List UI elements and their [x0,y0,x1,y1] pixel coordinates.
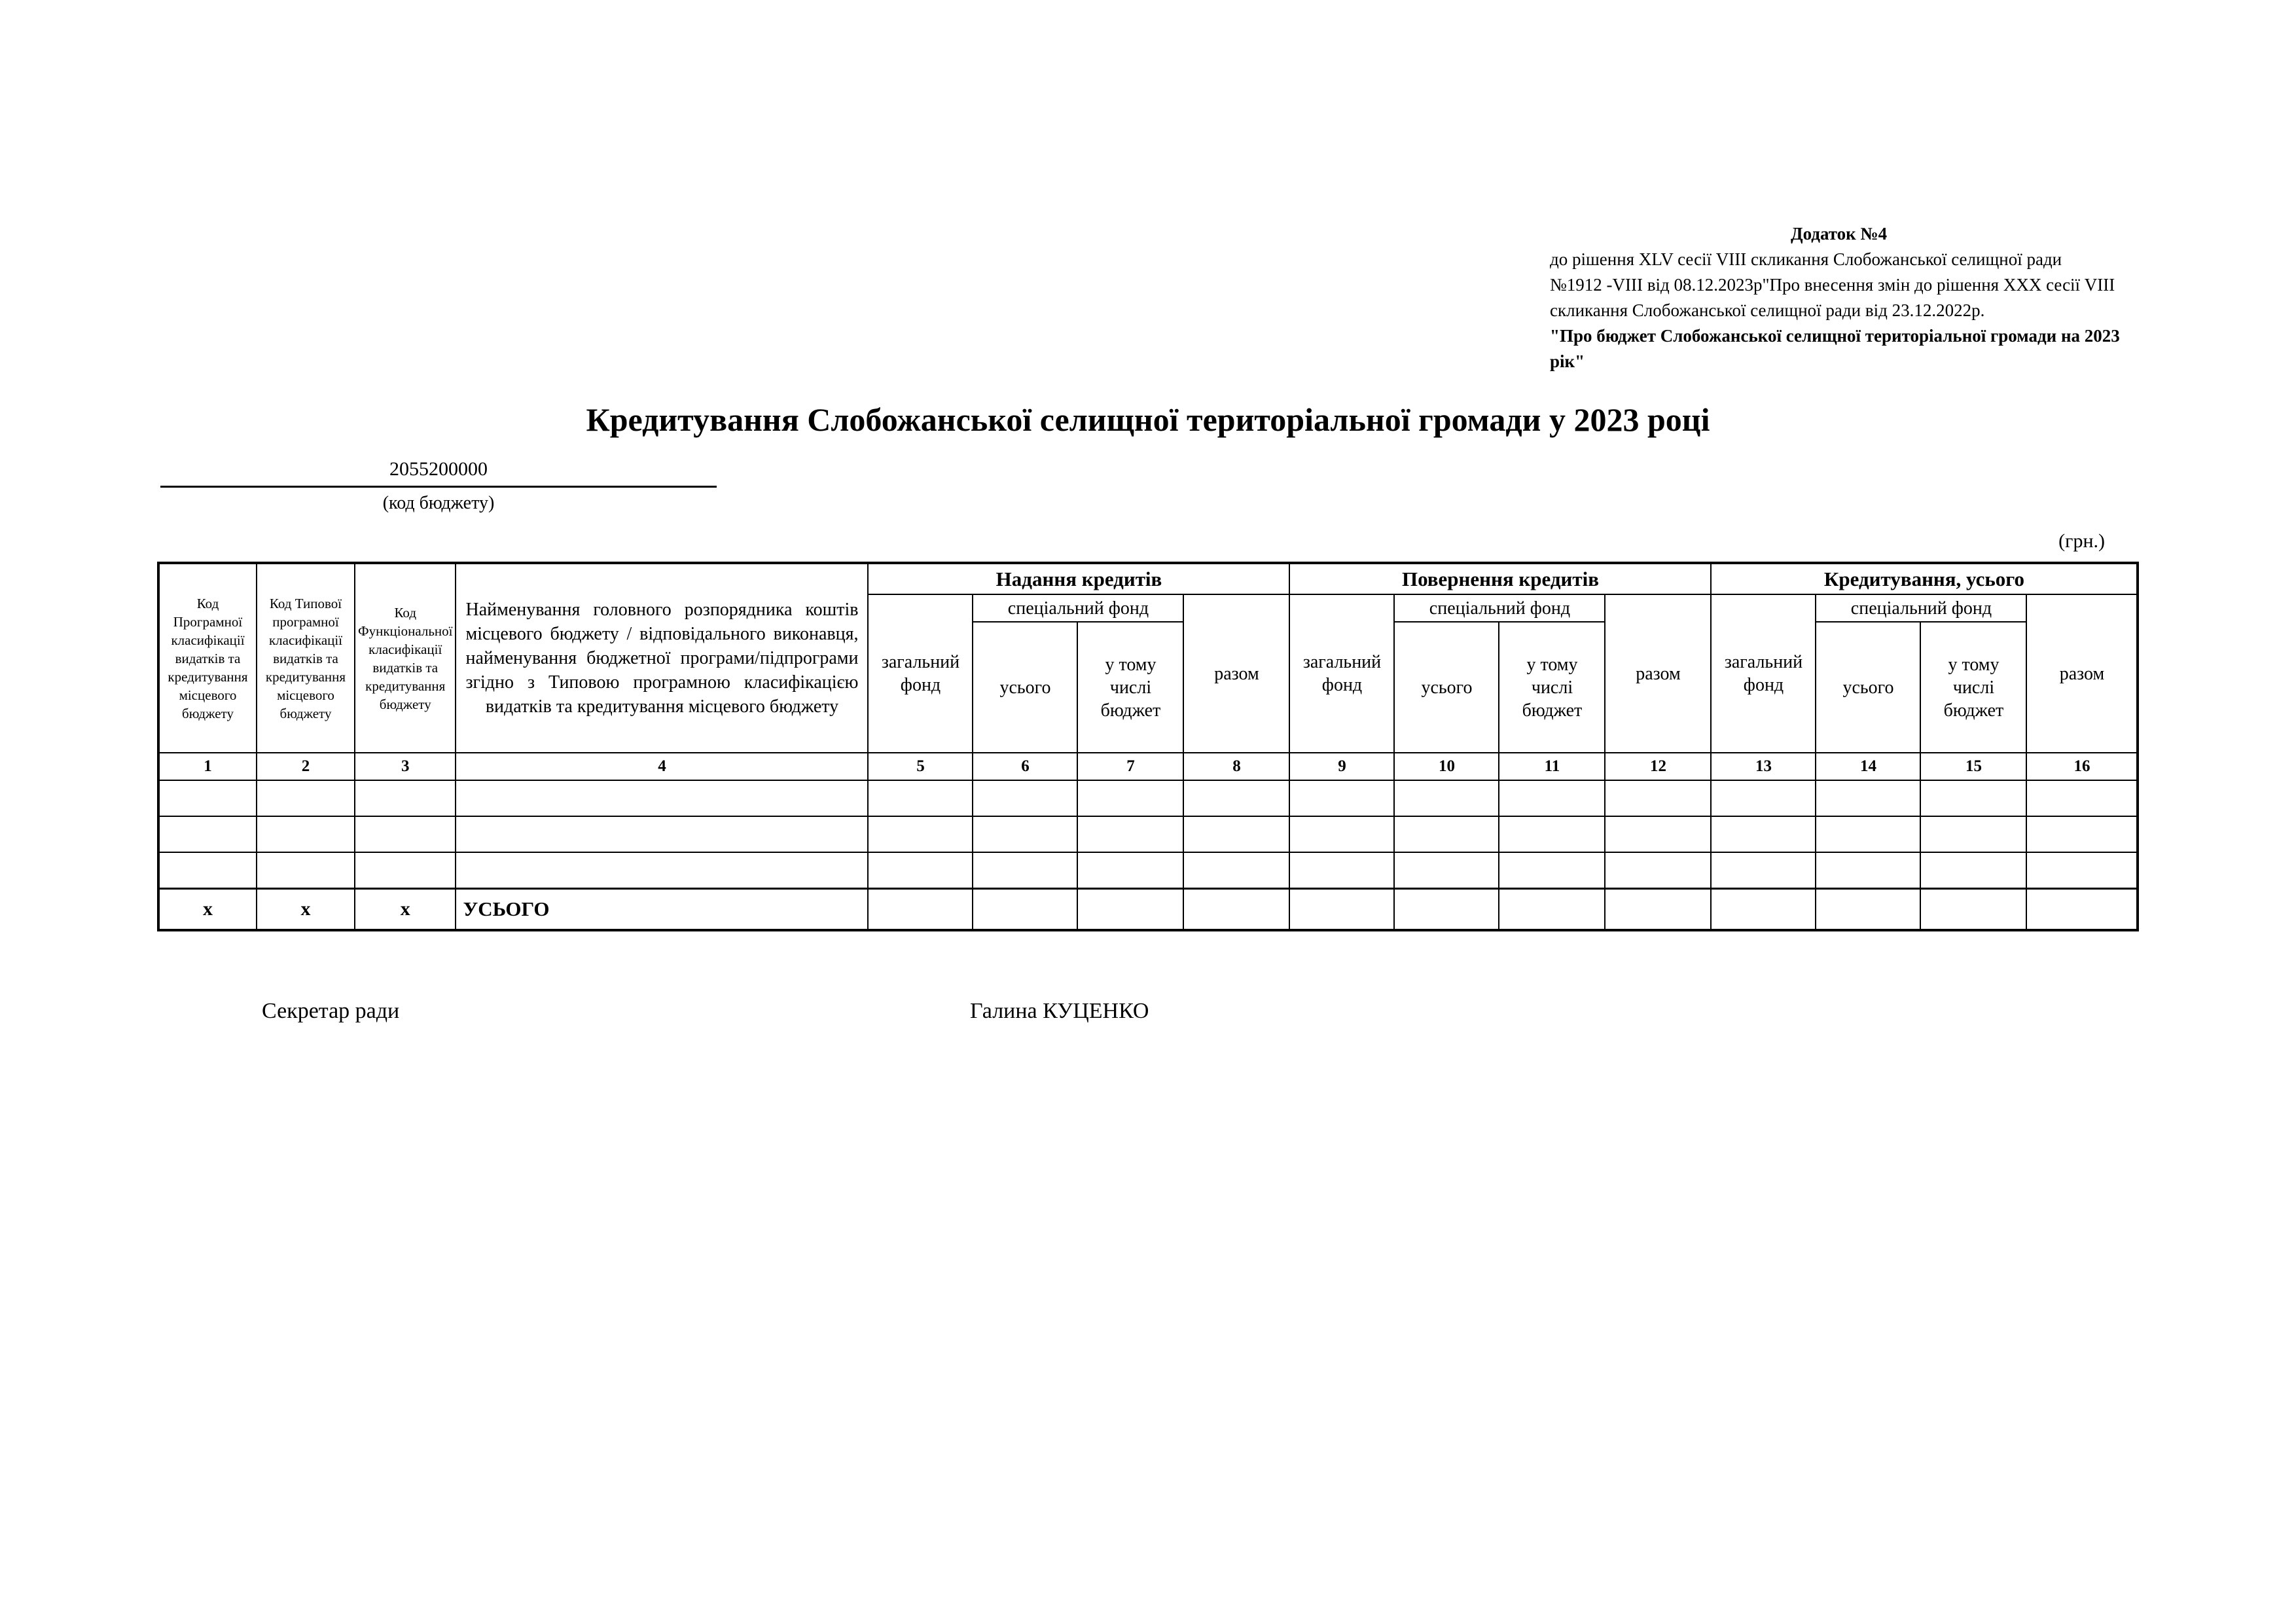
currency-note: (грн.) [2058,530,2105,552]
appendix-block [1550,221,2159,374]
col-number: 14 [1816,753,1920,780]
header-program-code: Код Програмної класифікації видатків та кредитування місцевого бюджету [158,563,257,753]
empty-cell [868,816,973,852]
signature-name: Галина КУЦЕНКО [970,999,1149,1023]
col-total: усього [973,622,1077,753]
col-number: 11 [1499,753,1605,780]
empty-cell [1499,852,1605,888]
empty-cell [1289,780,1394,816]
col-including-budget: у тому числі бюджет [1499,622,1605,753]
col-number: 2 [257,753,355,780]
empty-cell [1499,780,1605,816]
empty-cell [1816,780,1920,816]
empty-cell [1499,816,1605,852]
col-total: усього [1816,622,1920,753]
col-including-budget: у тому числі бюджет [1077,622,1183,753]
empty-cell [1605,852,1711,888]
empty-cell [868,888,973,930]
col-number: 9 [1289,753,1394,780]
empty-cell [1711,888,1816,930]
empty-cell [1077,888,1183,930]
col-number: 12 [1605,753,1711,780]
empty-cell [1816,852,1920,888]
col-number: 15 [1920,753,2026,780]
empty-cell [1077,852,1183,888]
empty-cell [158,780,257,816]
col-general-fund: загальний фонд [1289,594,1394,753]
header-functional-code: Код Функціональної класифікації видатків та кредитування бюджету [355,563,456,753]
empty-cell [868,852,973,888]
empty-cell [1605,816,1711,852]
page-title: Кредитування Слобожанської селищної територіальної громади у 2023 році [586,401,1710,438]
col-special-fund: спеціальний фонд [973,594,1183,622]
empty-cell [1289,852,1394,888]
empty-cell [158,816,257,852]
col-special-fund: спеціальний фонд [1394,594,1605,622]
empty-cell [1920,816,2026,852]
col-number: 4 [456,753,868,780]
empty-cell [973,780,1077,816]
col-including-budget: у тому числі бюджет [1920,622,2026,753]
empty-cell [1711,816,1816,852]
empty-cell [1394,852,1499,888]
empty-cell [2026,780,2138,816]
empty-cell [2026,816,2138,852]
empty-cell [1077,816,1183,852]
budget-code-label: (код бюджету) [382,493,495,513]
header-name: Найменування головного розпорядника коштів місцевого бюджету / відповідального виконавця, найменування бюджетної програми/підпрограми згідно з Типовою програмною класифікацією видатків та кредитування місцевого бюджету [456,563,868,753]
empty-cell [1394,780,1499,816]
empty-cell [868,780,973,816]
appendix-line: №1912 -VIII від 08.12.2023р"Про внесення змін до рішення XXX сесії VIII [1550,275,2115,295]
empty-cell [257,816,355,852]
empty-cell [158,852,257,888]
empty-cell [1289,888,1394,930]
empty-cell [1183,852,1289,888]
total-x-cell: х [257,888,355,930]
credit-table [157,562,2139,931]
empty-cell [1183,888,1289,930]
col-number: 1 [158,753,257,780]
col-number: 13 [1711,753,1816,780]
empty-cell [1289,816,1394,852]
empty-cell [973,888,1077,930]
empty-cell [355,780,456,816]
empty-cell [355,852,456,888]
col-number: 16 [2026,753,2138,780]
empty-cell [973,852,1077,888]
empty-cell [456,816,868,852]
empty-cell [257,852,355,888]
empty-cell [257,780,355,816]
col-special-fund: спеціальний фонд [1816,594,2026,622]
empty-cell [1394,888,1499,930]
col-general-fund: загальний фонд [868,594,973,753]
empty-cell [973,816,1077,852]
empty-cell [1816,816,1920,852]
col-together: разом [1605,594,1711,753]
empty-cell [2026,888,2138,930]
col-number: 6 [973,753,1077,780]
empty-cell [1605,888,1711,930]
empty-cell [1920,780,2026,816]
empty-cell [1605,780,1711,816]
empty-cell [1499,888,1605,930]
budget-code-value: 2055200000 [160,458,717,488]
total-x-cell: х [158,888,257,930]
group-credit-return: Повернення кредитів [1289,563,1711,594]
budget-code-block [160,458,717,514]
signature-role: Секретар ради [262,999,400,1023]
col-together: разом [2026,594,2138,753]
total-label: УСЬОГО [456,888,868,930]
appendix-number: Додаток №4 [1791,224,1888,244]
appendix-line: до рішення XLV сесії VIII скликання Слобожанської селищної ради [1550,249,2062,269]
col-together: разом [1183,594,1289,753]
empty-cell [456,780,868,816]
col-number: 5 [868,753,973,780]
empty-cell [1183,780,1289,816]
appendix-line: "Про бюджет Слобожанської селищної територіальної громади на 2023 рік" [1550,326,2120,371]
empty-cell [1816,888,1920,930]
col-general-fund: загальний фонд [1711,594,1816,753]
empty-cell [355,816,456,852]
empty-cell [1077,780,1183,816]
total-x-cell: х [355,888,456,930]
group-credit-grant: Надання кредитів [868,563,1289,594]
col-number: 10 [1394,753,1499,780]
empty-cell [1711,780,1816,816]
group-credit-total: Кредитування, усього [1711,563,2138,594]
empty-cell [2026,852,2138,888]
empty-cell [1394,816,1499,852]
col-number: 7 [1077,753,1183,780]
empty-cell [1711,852,1816,888]
empty-cell [1920,852,2026,888]
appendix-line: скликання Слобожанської селищної ради від 23.12.2022р. [1550,300,1985,320]
empty-cell [1183,816,1289,852]
empty-cell [456,852,868,888]
empty-cell [1920,888,2026,930]
col-number: 3 [355,753,456,780]
header-typical-code: Код Типової програмної класифікації видатків та кредитування місцевого бюджету [257,563,355,753]
col-number: 8 [1183,753,1289,780]
col-total: усього [1394,622,1499,753]
